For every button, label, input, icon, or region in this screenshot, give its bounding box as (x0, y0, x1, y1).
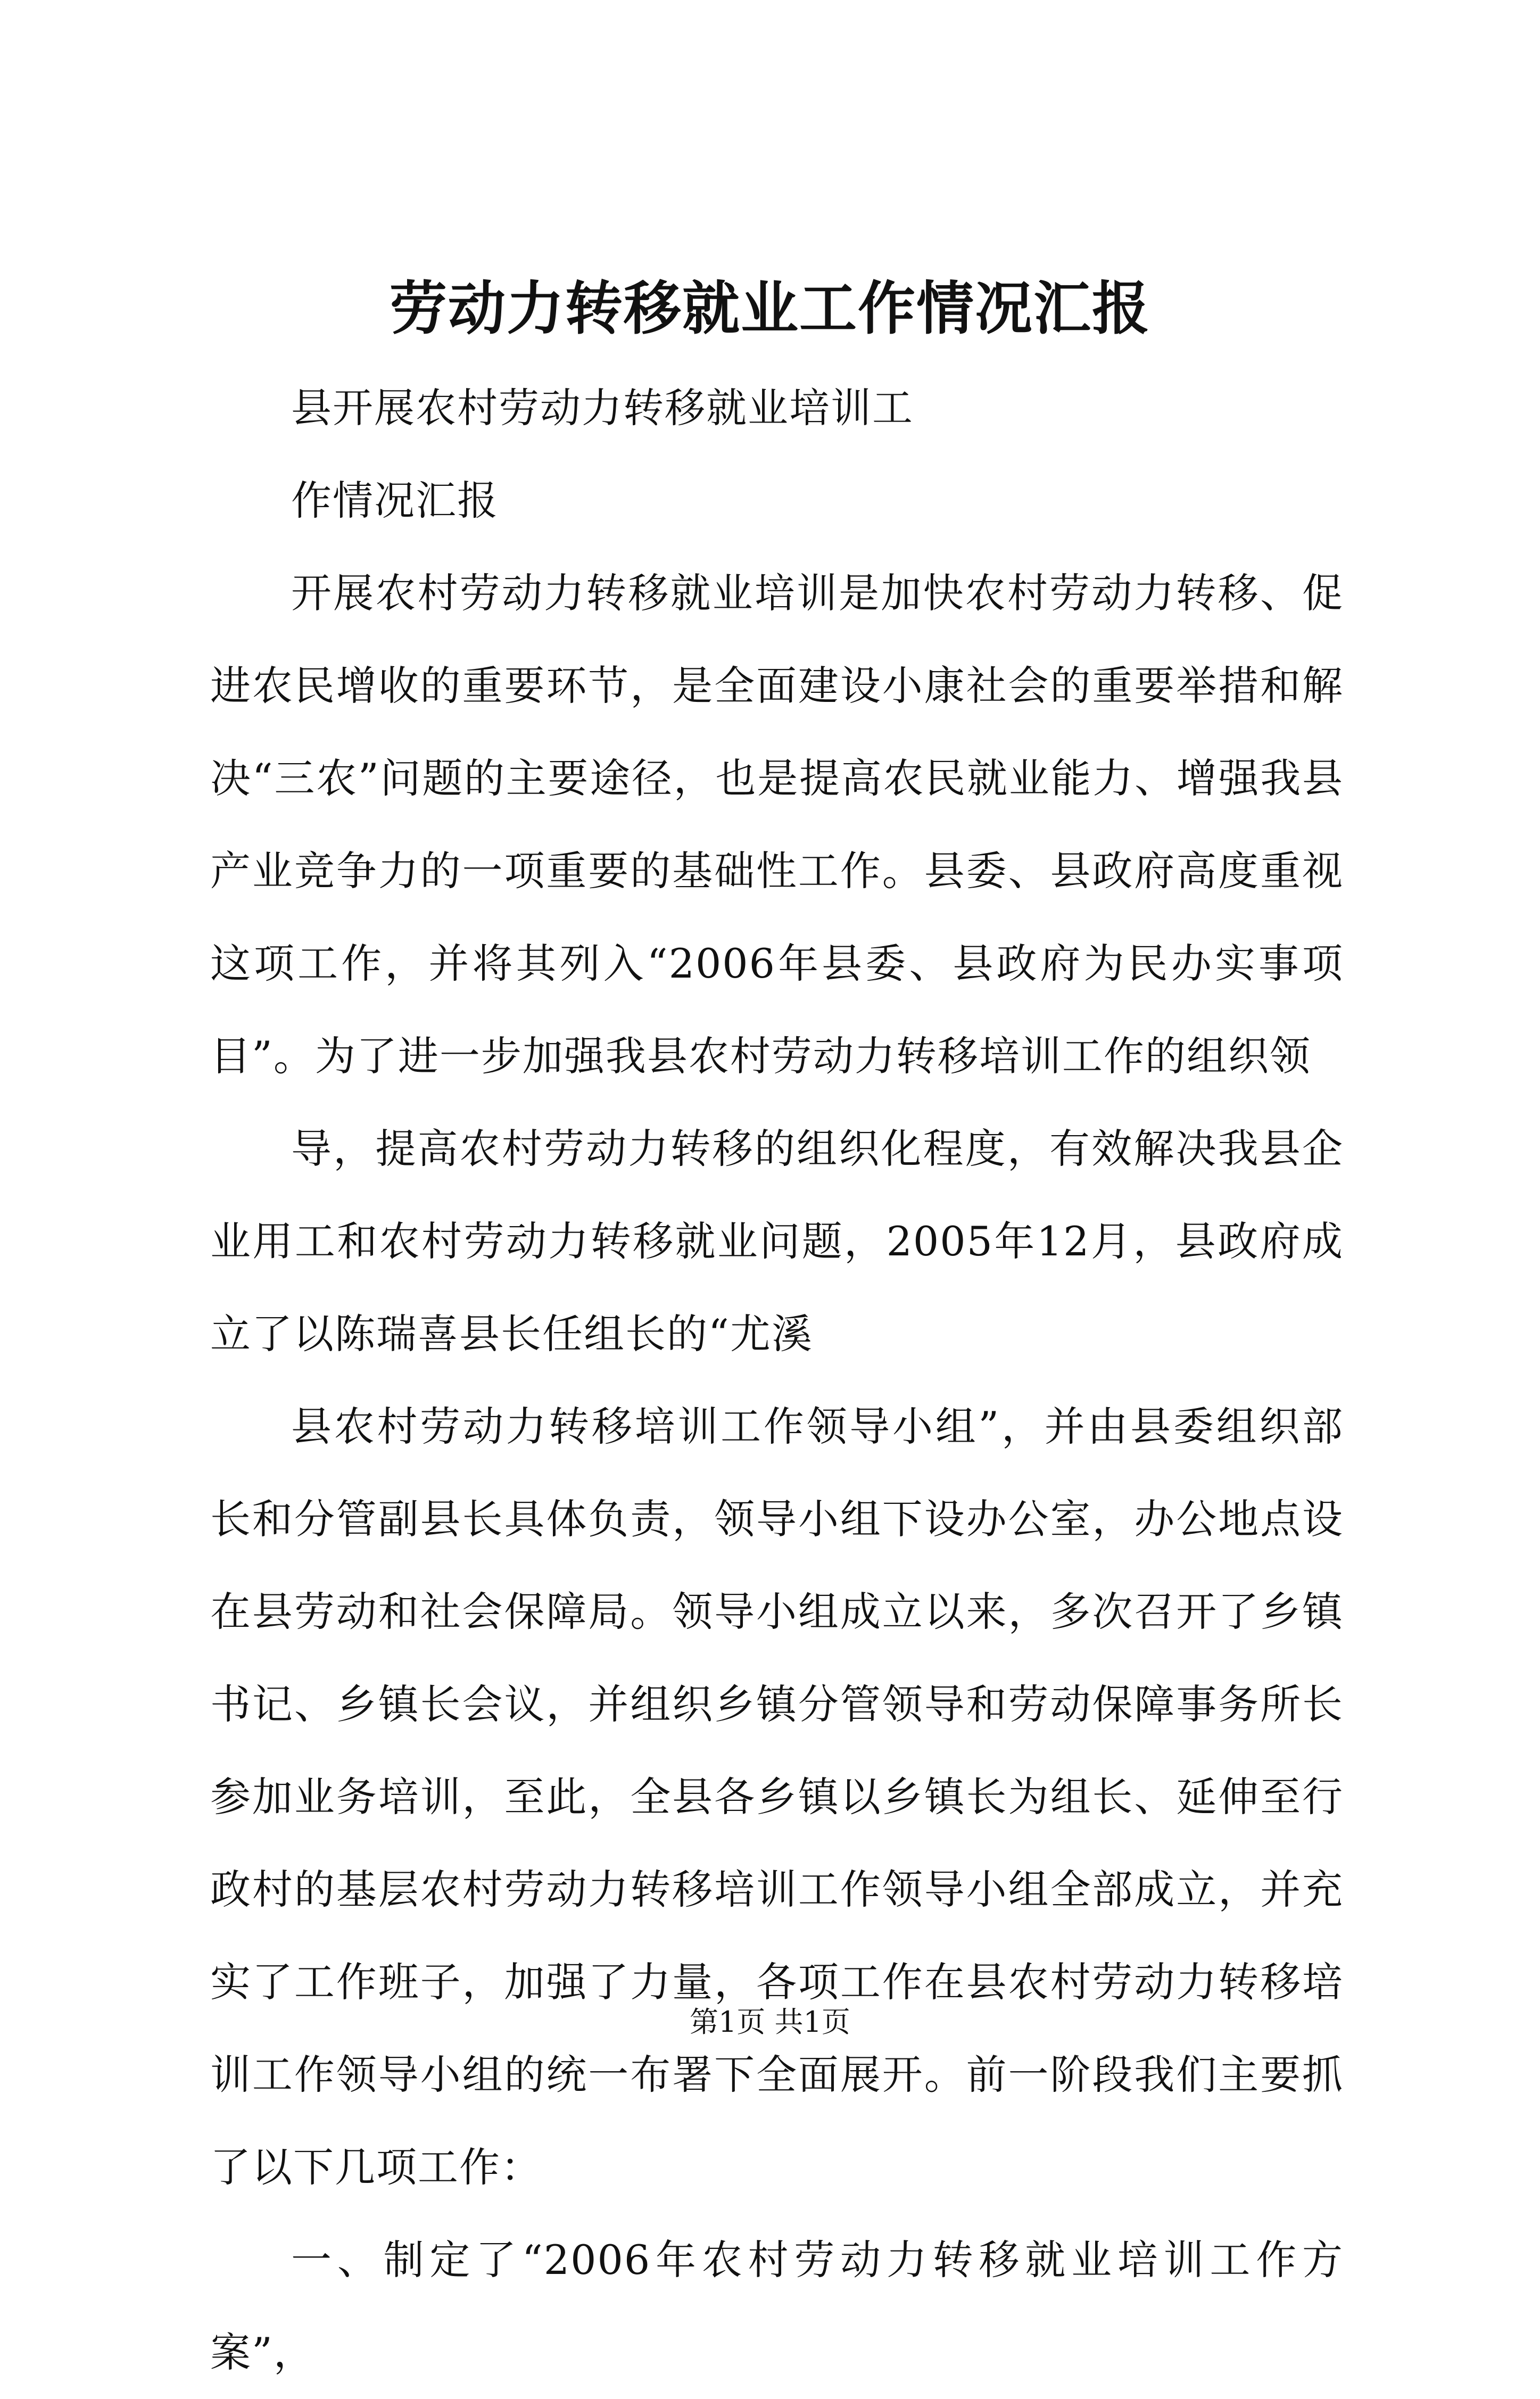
paragraph-intro: 开展农村劳动力转移就业培训是加快农村劳动力转移、促进农民增收的重要环节，是全面建设小康社会的重要举措和解决“三农”问题的主要途径，也是提高农民就业能力、增强我县产业竞争力的一项重要的基础性工作。县委、县政府高度重视这项工作，并将其列入“2006年县委、县政府为民办实事项目”。为了进一步加强我县农村劳动力转移培训工作的组织领 (210, 569, 1344, 1080)
document-title: 劳动力转移就业工作情况汇报 (389, 275, 1150, 342)
paragraph-subtitle-line-2: 作情况汇报 (291, 477, 499, 524)
paragraph-item-one: 一、制定了“2006年农村劳动力转移就业培训工作方案”， (210, 2236, 1344, 2376)
paragraph-subtitle-line-1: 县开展农村劳动力转移就业培训工 (291, 384, 914, 432)
document-body (210, 362, 1344, 2399)
paragraph-leadership: 导，提高农村劳动力转移的组织化程度，有效解决我县企业用工和农村劳动力转移就业问题，2005年12月，县政府成立了以陈瑞喜县长任组长的“尤溪 (210, 1125, 1344, 1358)
paragraph-leading-group: 县农村劳动力转移培训工作领导小组”，并由县委组织部长和分管副县长具体负责，领导小组下设办公室，办公地点设在县劳动和社会保障局。领导小组成立以来，多次召开了乡镇书记、乡镇长会议，并组织乡镇分管领导和劳动保障事务所长参加业务培训，至此，全县各乡镇以乡镇长为组长、延伸至行政村的基层农村劳动力转移培训工作领导小组全部成立，并充实了工作班子，加强了力量，各项工作在县农村劳动力转移培训工作领导小组的统一布署下全面展开。前一阶段我们主要抓了以下几项工作： (210, 1403, 1344, 2191)
page-footer: 第1页 共1页 (690, 2005, 850, 2039)
